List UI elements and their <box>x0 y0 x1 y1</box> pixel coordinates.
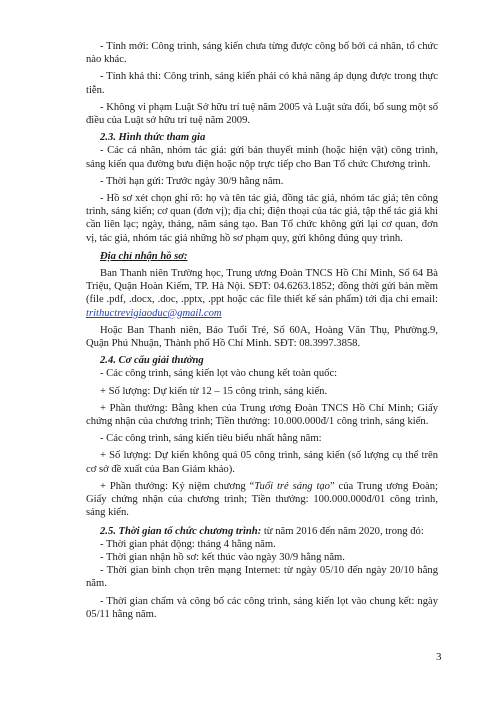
schedule-judging: - Thời gian chấm và công bố các công trình, sáng kiến lọt vào chung kết: ngày 05/11 hằng năm. <box>86 595 438 620</box>
schedule-intro-text: từ năm 2016 đến năm 2020, trong đó: <box>261 525 424 537</box>
criterion-novelty: - Tính mới: Công trình, sáng kiến chưa từng được công bố bởi cá nhân, tổ chức nào khác. <box>86 41 438 66</box>
criterion-ip-law: - Không vi phạm Luật Sở hữu trí tuệ năm 2005 và Luật sửa đổi, bổ sung một số điều của Luật sở hữu trí tuệ năm 2009. <box>86 101 438 127</box>
medal-name: Tuổi trẻ sáng tạo <box>254 480 330 492</box>
address-hanoi <box>86 267 438 320</box>
schedule-intro <box>86 525 438 538</box>
schedule-launch: - Thời gian phát động: tháng 4 hằng năm. <box>100 538 276 550</box>
section-heading-2-4: 2.4. Cơ cấu giải thưởng <box>100 355 204 367</box>
top-works-title: - Các công trình, sáng kiến tiêu biểu nhất hằng năm: <box>100 433 322 445</box>
schedule-online-vote: - Thời gian bình chọn trên mạng Internet: từ ngày 05/10 đến ngày 20/10 hằng năm. <box>86 565 438 590</box>
address-hanoi-text: Ban Thanh niên Trường học, Trung ương Đoàn TNCS Hồ Chí Minh, Số 64 Bà Triệu, Quận Hoàn Kiếm, TP. Hà Nội. SĐT: 04.6263.1852; đồng thời gửi bản mềm (file .pdf, .docx, .doc, .pptx, .ppt hoặc các file thiết kế sản phẩm) tới địa chỉ email: <box>86 268 438 306</box>
email-link[interactable]: trithuctrevigiaoduc@gmail.com <box>86 307 222 319</box>
criterion-feasibility: - Tính khả thi: Công trình, sáng kiến phải có khả năng áp dụng được trong thực tiễn. <box>86 71 438 96</box>
address-heading: Địa chỉ nhận hồ sơ: <box>100 250 188 262</box>
finalists-title: - Các công trình, sáng kiến lọt vào chung kết toàn quốc: <box>100 368 338 380</box>
section-heading-2-3: 2.3. Hình thức tham gia <box>100 132 206 144</box>
top-works-quantity: + Số lượng: Dự kiến không quá 05 công trình, sáng kiến (số lượng cụ thể trên cơ sở đề xuất của Ban Giám khảo). <box>86 450 438 475</box>
participation-method: - Các cá nhân, nhóm tác giả: gửi bản thuyết minh (hoặc hiện vật) công trình, sáng kiến qua đường bưu điện hoặc nộp trực tiếp cho Ban Tổ chức Chương trình. <box>86 145 438 170</box>
finalists-reward: + Phần thưởng: Bằng khen của Trung ương Đoàn TNCS Hồ Chí Minh; Giấy chứng nhận của chương trình; Tiền thưởng: 10.000.000đ/1 công trình, sáng kiến. <box>86 402 438 428</box>
schedule-receive: - Thời gian nhận hồ sơ: kết thúc vào ngày 30/9 hằng năm. <box>100 551 345 563</box>
submission-deadline: - Thời hạn gửi: Trước ngày 30/9 hằng năm. <box>100 175 284 187</box>
finalists-quantity: + Số lượng: Dự kiến từ 12 – 15 công trình, sáng kiến. <box>100 385 328 397</box>
dossier-requirements: - Hồ sơ xét chọn ghi rõ: họ và tên tác giả, đồng tác giả, nhóm tác giả; tên công trình, sáng kiến; cơ quan (đơn vị); địa chỉ; điện thoại của tác giả, tập thể tác giả khi cần liên lạc; ngày, tháng, năm sáng tạo. Ban Tổ chức không gửi lại cơ quan, đơn vị, tác giả, nhóm tác giả những hồ sơ phạm quy, gửi không đúng quy trình. <box>86 193 438 244</box>
reward-text-end: ” của Trung ương Đoàn; Giấy chứng nhận của chương trình; Tiền thưởng: 100.000.000đ/01 công trình, sáng kiến. <box>86 480 438 519</box>
address-hcmc: Hoặc Ban Thanh niên, Báo Tuổi Trẻ, Số 60A, Hoàng Văn Thụ, Phường.9, Quận Phú Nhuận, Thành phố Hồ Chí Minh. SĐT: 08.3997.3858. <box>86 324 438 350</box>
reward-text-start: + Phần thưởng: Kỷ niệm chương “ <box>100 480 255 492</box>
body-text <box>86 40 438 621</box>
page-number: 3 <box>436 651 442 663</box>
top-works-reward <box>86 480 438 520</box>
section-heading-2-5: 2.5. Thời gian tổ chức chương trình: <box>100 525 262 537</box>
